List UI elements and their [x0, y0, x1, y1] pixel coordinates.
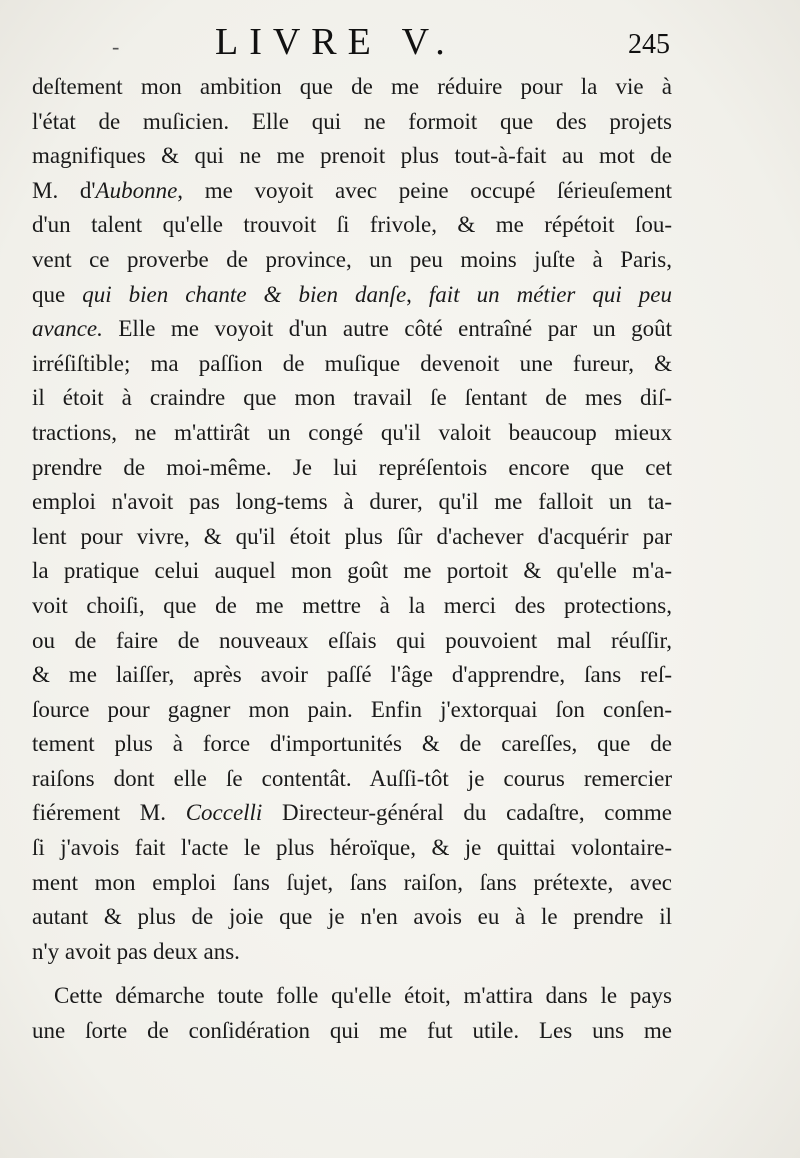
text-line: ment mon emploi ſans ſujet, ſans raiſon, ſans prétexte, avec — [32, 869, 672, 895]
text-line: ſource pour gagner mon pain. Enfin j'extorquai ſon conſen- — [32, 696, 672, 722]
italic-text: qui bien chante & bien danſe — [82, 281, 407, 307]
text-line: d'un talent qu'elle trouvoit ſi frivole, & me répétoit ſou- — [32, 212, 672, 238]
italic-text: Coccelli — [185, 800, 263, 826]
running-head — [0, 18, 800, 68]
text-line: lent pour vivre, & qu'il étoit plus ſûr d'achever d'acquérir par — [32, 523, 672, 549]
text-line: que qui bien chante & bien danſe, fait un métier qui peu — [32, 281, 672, 307]
text-line: M. d'Aubonne, me voyoit avec peine occupé ſérieuſement — [32, 177, 672, 203]
text-line: magnifiques & qui ne me prenoit plus tout-à-fait au mot de — [32, 143, 672, 169]
paragraph — [32, 979, 672, 1048]
text-line: irréſiſtible; ma paſſion de muſique devenoit une fureur, & — [32, 350, 672, 376]
text-line: avance. Elle me voyoit d'un autre côté entraîné par un goût — [32, 316, 672, 342]
text-line: ou de faire de nouveaux eſſais qui pouvoient mal réuſſir, — [32, 627, 672, 653]
italic-text: Aubonne — [95, 177, 178, 203]
text-line: raiſons dont elle ſe contentât. Auſſi-tôt je courus remercier — [32, 765, 672, 791]
text-line: n'y avoit pas deux ans. — [32, 938, 240, 964]
text-line: l'état de muſicien. Elle qui ne formoit que des projets — [32, 108, 672, 134]
text-line: fiérement M. Coccelli Directeur-général du cadaſtre, comme — [32, 800, 672, 826]
text-line: la pratique celui auquel mon goût me portoit & qu'elle m'a- — [32, 558, 672, 584]
text-line: autant & plus de joie que je n'en avois eu à le prendre il — [32, 904, 672, 930]
text-line: il étoit à craindre que mon travail ſe ſentant de mes diſ- — [32, 385, 672, 411]
text-line: prendre de moi-même. Je lui repréſentois encore que cet — [32, 454, 672, 480]
text-line: une ſorte de conſidération qui me fut utile. Les uns me — [32, 1018, 672, 1044]
running-title: LIVRE V. — [215, 21, 456, 63]
text-line: deſtement mon ambition que de me réduire pour la vie à — [32, 74, 672, 99]
text-line: & me laiſſer, après avoir paſſé l'âge d'apprendre, ſans reſ- — [32, 662, 672, 688]
text-line: ſi j'avois fait l'acte le plus héroïque, & je quittai volontaire- — [32, 835, 672, 861]
page-number: 245 — [628, 29, 670, 60]
header-dash: - — [112, 34, 120, 59]
italic-text: fait un métier qui peu — [428, 281, 672, 307]
italic-text: avance. — [32, 316, 103, 342]
text-line: emploi n'avoit pas long-tems à durer, qu'il me falloit un ta- — [32, 489, 672, 515]
text-line: Cette démarche toute folle qu'elle étoit, m'attira dans le pays — [54, 983, 672, 1009]
text-line: vent ce proverbe de province, un peu moins juſte à Paris, — [32, 246, 672, 272]
paragraph — [32, 70, 672, 969]
text-line: voit choiſi, que de me mettre à la merci des protections, — [32, 592, 672, 618]
body-text — [32, 70, 672, 1049]
text-line: tement plus à force d'importunités & de careſſes, que de — [32, 731, 672, 757]
text-line: tractions, ne m'attirât un congé qu'il valoit beaucoup mieux — [32, 419, 672, 445]
